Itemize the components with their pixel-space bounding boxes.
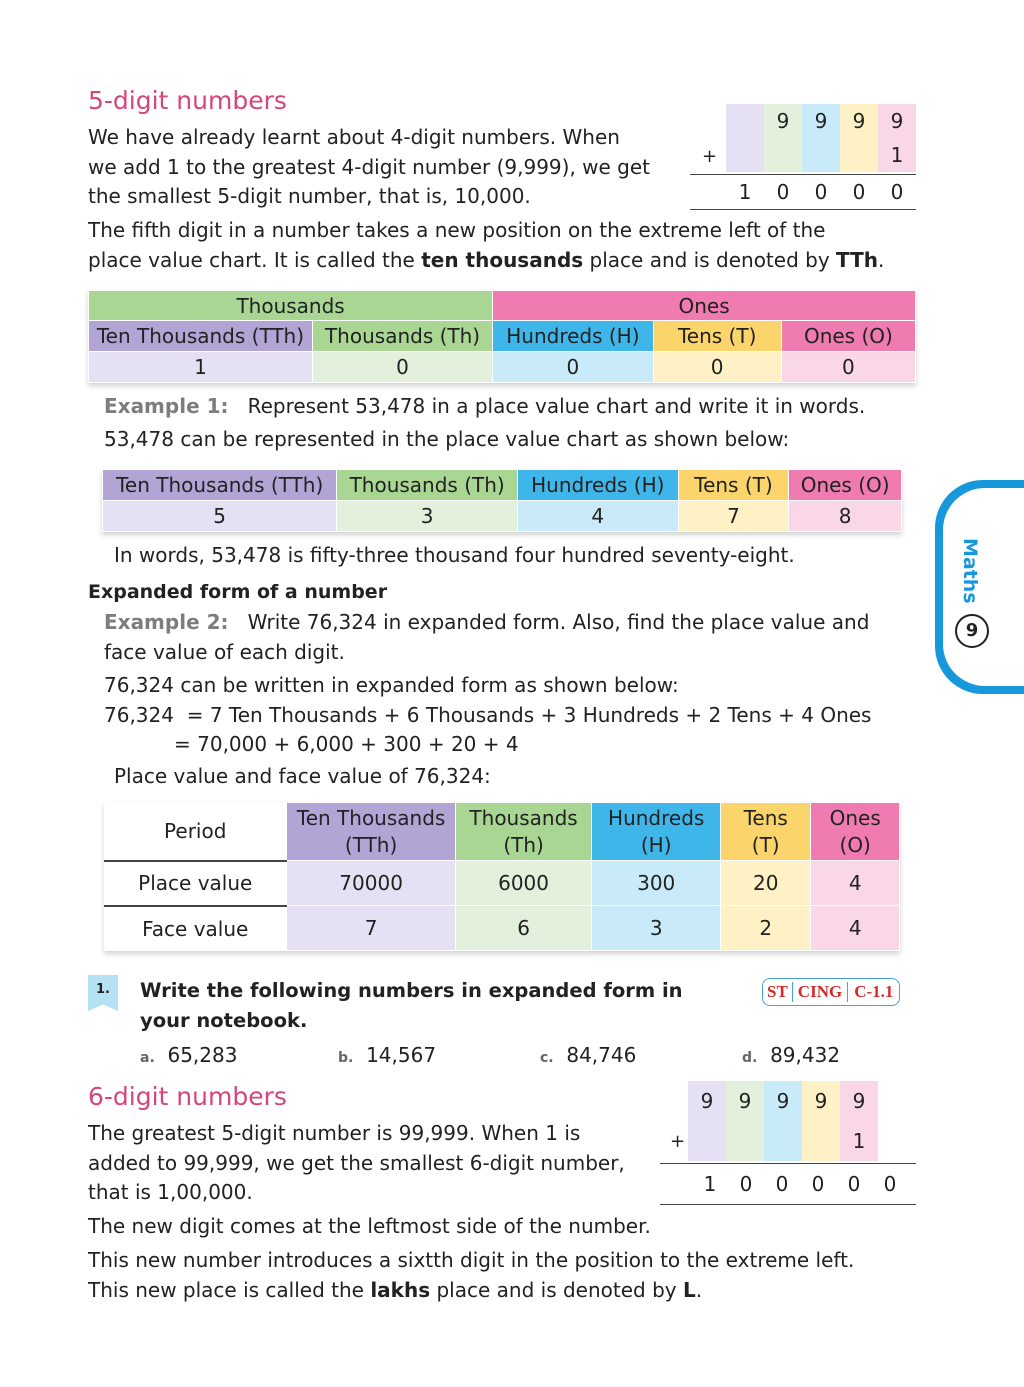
- equation-1: [104, 701, 924, 731]
- subject-label: Maths: [959, 538, 981, 604]
- result-digit: 0: [847, 1172, 861, 1196]
- page-number: 9: [955, 614, 989, 648]
- intro-line: the smallest 5-digit number, that is, 10,000.: [88, 184, 531, 208]
- header-o: Ones (O): [789, 470, 902, 501]
- fv-cell: 3: [592, 906, 721, 951]
- period-label: Period: [104, 803, 287, 861]
- period-ones: Ones: [493, 291, 916, 321]
- pv-cell: 4: [811, 861, 900, 906]
- equation-2: = 70,000 + 6,000 + 300 + 20 + 4: [174, 732, 519, 756]
- header-h: Hundreds (H): [493, 321, 653, 352]
- section2-lakhs: [88, 1246, 928, 1305]
- add-cell: [726, 104, 764, 138]
- header-line: Hundreds: [608, 805, 705, 830]
- exercise-item-a: [140, 1041, 237, 1074]
- value-t: 0: [653, 352, 781, 383]
- add-cell: [802, 1121, 840, 1161]
- header-line: Thousands: [469, 805, 578, 830]
- example2: [104, 608, 924, 760]
- intro-line: We have already learnt about 4-digit numbers. When: [88, 125, 620, 149]
- pv-intro: Place value and face value of 76,324:: [114, 764, 491, 788]
- header-t: Tens (T): [678, 470, 789, 501]
- header-h: Hundreds (H): [517, 470, 678, 501]
- exercise-number: 1.: [96, 982, 110, 997]
- question-line: Write the following numbers in expanded form in: [140, 979, 683, 1002]
- result-digit: 1: [738, 180, 752, 204]
- para-line: [88, 246, 928, 276]
- plus-sign: +: [702, 146, 718, 167]
- question-line: your notebook.: [140, 1008, 308, 1032]
- section1-intro: [88, 123, 688, 212]
- term-tth: TTh: [836, 247, 878, 272]
- result-digit: 0: [811, 1172, 825, 1196]
- result-digit: 0: [814, 180, 828, 204]
- add-cell: 9: [764, 104, 802, 138]
- example1: [104, 392, 924, 454]
- addition-6-digit: [660, 1081, 916, 1205]
- pv-cell: 6000: [455, 861, 592, 906]
- header-th: [455, 803, 592, 861]
- add-cell: 1: [840, 1121, 878, 1161]
- fv-cell: 2: [720, 906, 810, 951]
- term-l: L: [682, 1277, 696, 1302]
- expanded-line1: 76,324 can be written in expanded form as shown below:: [104, 673, 679, 697]
- result-digit: 1: [703, 1172, 717, 1196]
- value-o: 0: [781, 352, 915, 383]
- text: place and is denoted by: [583, 247, 837, 272]
- value-tth: 1: [89, 352, 313, 383]
- stacing-badge[interactable]: [762, 978, 900, 1006]
- example2-label: Example 2:: [104, 610, 229, 634]
- text: .: [695, 1277, 703, 1302]
- result-digit: 0: [883, 1172, 897, 1196]
- add-cell: 9: [726, 1081, 764, 1121]
- add-cell: [764, 1121, 802, 1161]
- intro-line: we add 1 to the greatest 4-digit number (9,999), we get: [88, 154, 651, 179]
- add-cell: 9: [840, 1081, 878, 1121]
- badge-part: ST: [763, 982, 793, 1002]
- section-heading-6-digit: 6-digit numbers: [88, 1082, 287, 1111]
- result-digit: 0: [852, 180, 866, 204]
- text: This new place is called the: [88, 1277, 371, 1302]
- eq-rhs1: = 7 Ten Thousands + 6 Thousands + 3 Hundreds + 2 Tens + 4 Ones: [186, 702, 872, 727]
- example1-words: In words, 53,478 is fifty-three thousand four hundred seventy-eight.: [114, 543, 795, 567]
- example2-text2: face value of each digit.: [104, 639, 345, 664]
- exercise-item-c: [540, 1041, 636, 1074]
- result-digit: 0: [776, 180, 790, 204]
- exercise-item-d: [742, 1041, 840, 1074]
- header-t: Tens (T): [653, 321, 781, 352]
- value-tth: 5: [103, 501, 337, 532]
- badge-part: CING: [793, 982, 848, 1002]
- term-lakhs: lakhs: [370, 1277, 431, 1302]
- intro-line: that is 1,00,000.: [88, 1180, 253, 1204]
- header-tth: [287, 803, 455, 861]
- exercise-question: [140, 976, 700, 1035]
- para-line: [88, 1276, 928, 1306]
- fv-cell: 7: [287, 906, 455, 951]
- example2-text: Write 76,324 in expanded form. Also, find the place value and: [247, 610, 870, 634]
- fv-cell: 4: [811, 906, 900, 951]
- example1-line2: 53,478 can be represented in the place value chart as shown below:: [104, 426, 790, 451]
- place-face-value-table: [104, 802, 900, 951]
- add-cell: 1: [878, 138, 916, 172]
- header-th: Thousands (Th): [337, 470, 518, 501]
- result-digit: 0: [775, 1172, 789, 1196]
- header-line: Tens: [743, 805, 788, 830]
- face-value-label: Face value: [104, 906, 287, 951]
- pv-cell: 20: [720, 861, 810, 906]
- add-cell: [726, 138, 764, 172]
- text: .: [878, 247, 885, 272]
- item-label: b.: [338, 1050, 354, 1066]
- header-o: [811, 803, 900, 861]
- result-digit: 0: [890, 180, 904, 204]
- plus-sign: +: [670, 1131, 686, 1152]
- section1-para2: [88, 216, 928, 275]
- add-cell: 9: [802, 1081, 840, 1121]
- badge-part: C-1.1: [854, 982, 894, 1001]
- example1-label: Example 1:: [104, 394, 229, 418]
- result-digit: 0: [739, 1172, 753, 1196]
- place-value-chart-2: [102, 469, 902, 532]
- header-t: [720, 803, 810, 861]
- item-label: d.: [742, 1050, 758, 1066]
- intro-line: added to 99,999, we get the smallest 6-digit number,: [88, 1150, 625, 1175]
- add-cell: 9: [840, 104, 878, 138]
- value-th: 0: [312, 352, 492, 383]
- example2-line: [104, 608, 924, 638]
- header-th: Thousands (Th): [312, 321, 492, 352]
- header-h: [592, 803, 721, 861]
- fv-cell: 6: [455, 906, 592, 951]
- expanded-heading: Expanded form of a number: [88, 581, 388, 603]
- add-cell: [688, 1121, 726, 1161]
- item-value: 14,567: [366, 1043, 437, 1067]
- section-heading-5-digit: 5-digit numbers: [88, 86, 287, 115]
- add-cell: [726, 1121, 764, 1161]
- item-value: 89,432: [770, 1043, 841, 1067]
- eq-lhs: 76,324: [104, 702, 174, 727]
- header-line: Ones: [829, 805, 881, 830]
- add-cell: 9: [878, 104, 916, 138]
- exercise-item-b: [338, 1041, 436, 1074]
- header-tth: Ten Thousands (TTh): [89, 321, 313, 352]
- para-line: The fifth digit in a number takes a new position on the extreme left of the: [88, 218, 826, 242]
- pv-cell: 300: [592, 861, 721, 906]
- period-thousands: Thousands: [89, 291, 493, 321]
- section2-intro: [88, 1119, 658, 1208]
- header-line: Ten Thousands: [296, 805, 446, 830]
- text: place and is denoted by: [430, 1277, 683, 1302]
- addition-5-digit: [690, 104, 916, 210]
- item-value: 65,283: [167, 1043, 238, 1067]
- header-line: (H): [640, 832, 672, 857]
- add-cell: 9: [802, 104, 840, 138]
- item-label: a.: [140, 1050, 155, 1066]
- pv-cell: 70000: [287, 861, 455, 906]
- place-value-label: Place value: [104, 861, 287, 906]
- chapter-side-tab[interactable]: [935, 480, 1024, 694]
- header-line: (TTh): [344, 832, 398, 857]
- side-tab-inner: [943, 488, 1024, 686]
- header-o: Ones (O): [781, 321, 915, 352]
- para-line: This new number introduces a sixtth digit in the position to the extreme left.: [88, 1248, 855, 1272]
- add-cell: [802, 138, 840, 172]
- add-cell: 9: [764, 1081, 802, 1121]
- section2-new-digit: The new digit comes at the leftmost side of the number.: [88, 1214, 651, 1238]
- value-th: 3: [337, 501, 518, 532]
- text: place value chart. It is called the: [88, 247, 422, 272]
- item-value: 84,746: [566, 1043, 637, 1067]
- header-line: (O): [839, 832, 871, 857]
- header-line: (Th): [503, 832, 544, 857]
- add-cell: [840, 138, 878, 172]
- header-line: (T): [751, 832, 780, 857]
- value-t: 7: [678, 501, 789, 532]
- value-h: 4: [517, 501, 678, 532]
- example1-text: Represent 53,478 in a place value chart and write it in words.: [247, 394, 866, 418]
- add-cell: [764, 138, 802, 172]
- item-label: c.: [540, 1050, 554, 1066]
- example1-line: [104, 392, 924, 422]
- header-tth: Ten Thousands (TTh): [103, 470, 337, 501]
- add-cell: 9: [688, 1081, 726, 1121]
- place-value-chart-1: [88, 290, 916, 383]
- value-o: 8: [789, 501, 902, 532]
- term-ten-thousands: ten thousands: [421, 247, 584, 272]
- value-h: 0: [493, 352, 653, 383]
- intro-line: The greatest 5-digit number is 99,999. When 1 is: [88, 1121, 581, 1145]
